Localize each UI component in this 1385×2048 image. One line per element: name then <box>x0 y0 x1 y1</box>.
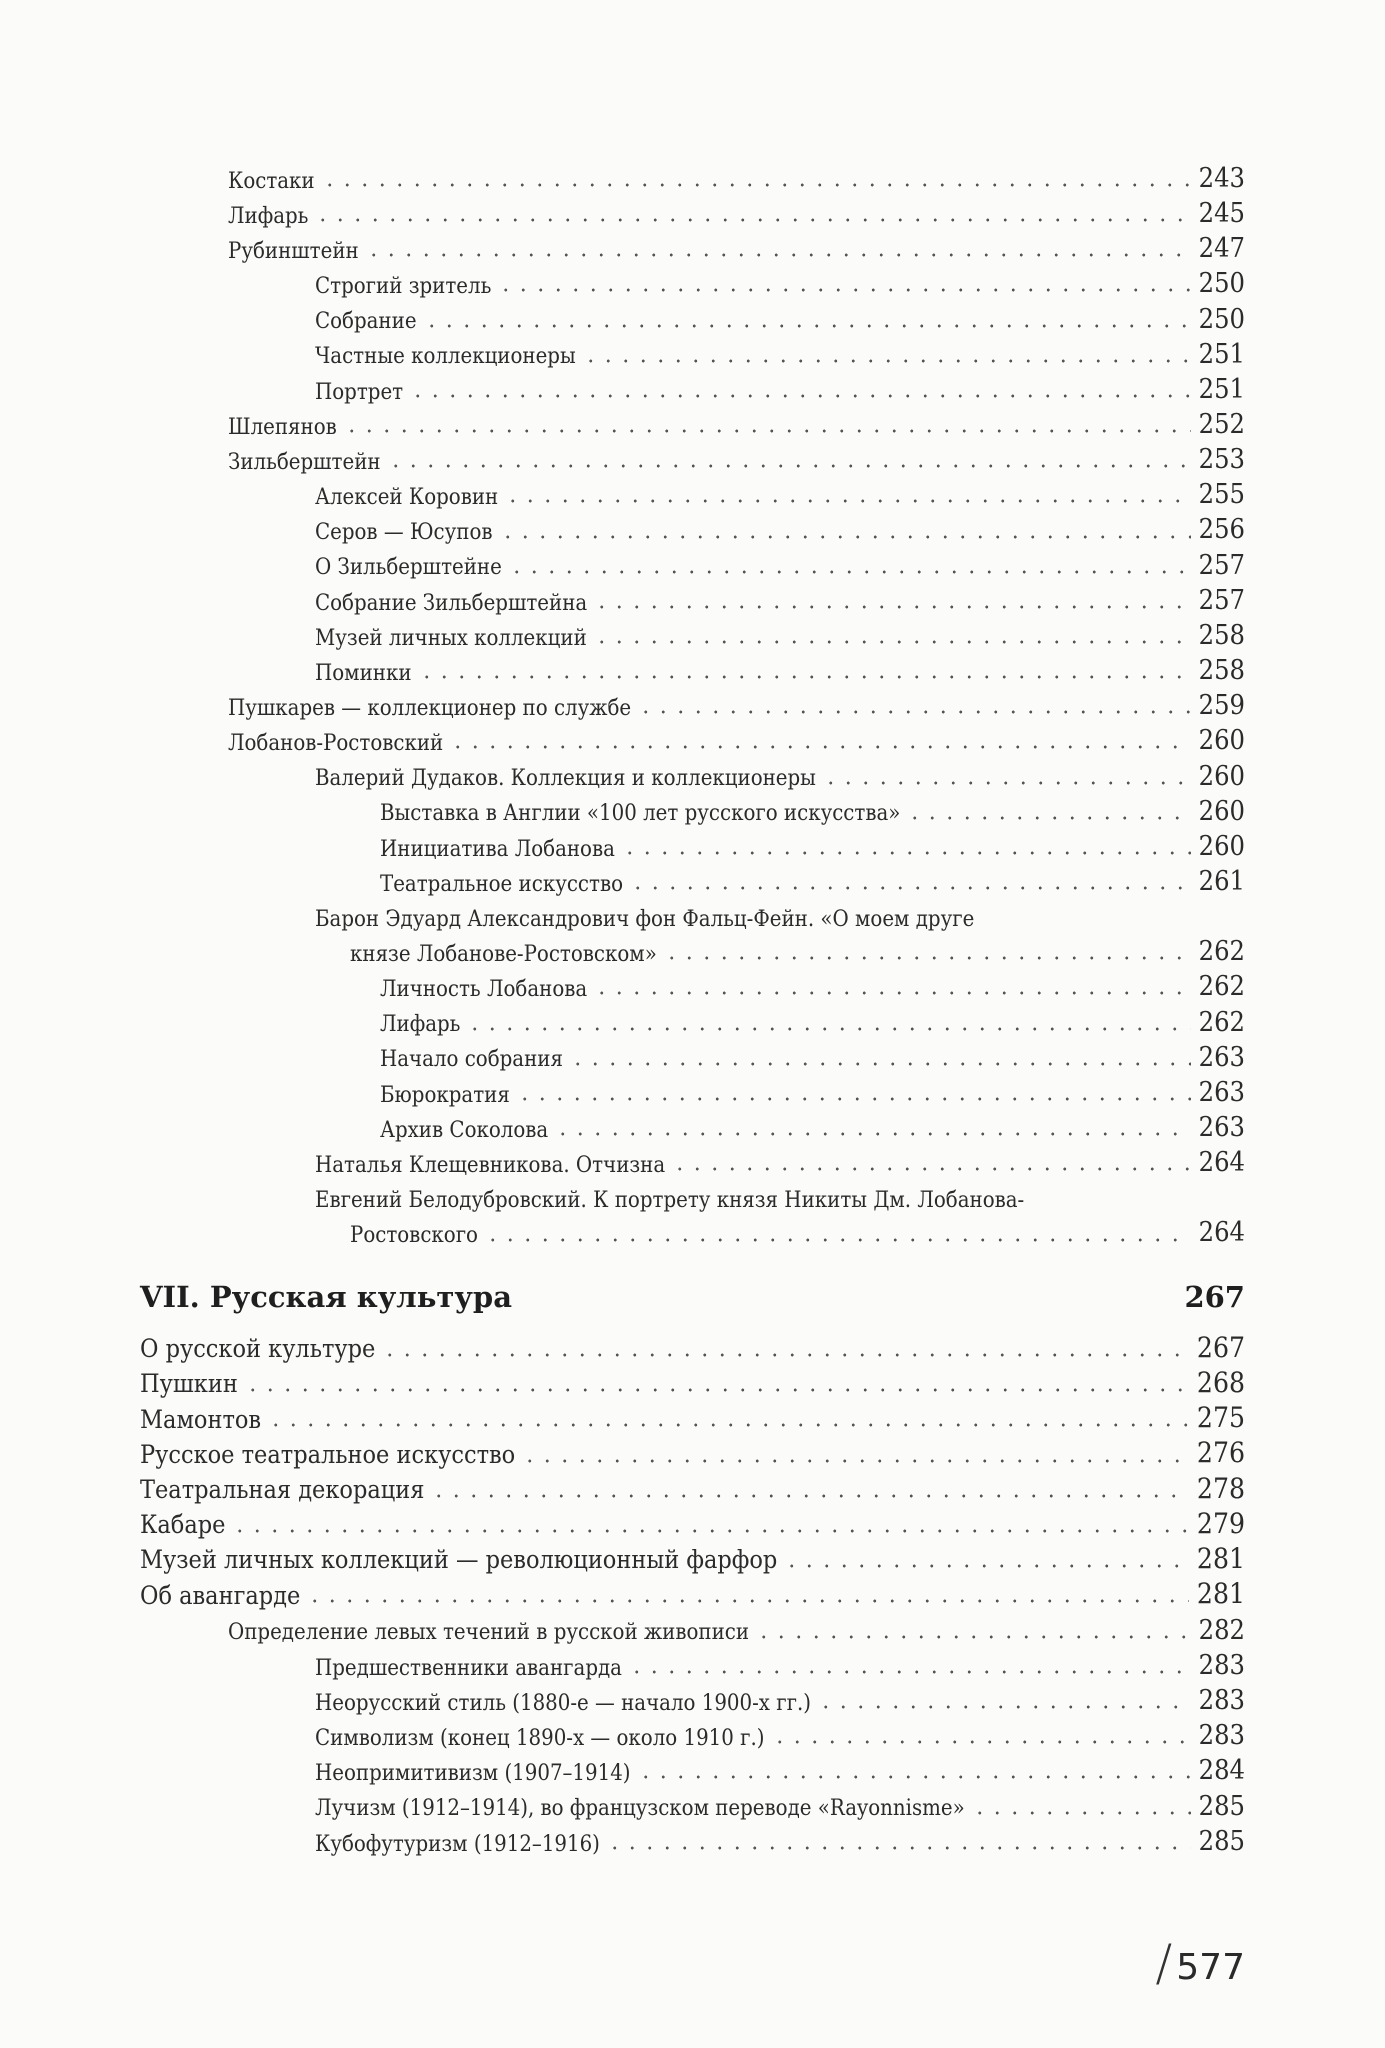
toc-entry <box>315 371 1245 405</box>
toc-entry-title: Серов — Юсупов <box>315 520 493 546</box>
dot-leader <box>343 428 1191 434</box>
toc-entry-page: 257 <box>1198 584 1245 616</box>
toc-entry-page: 253 <box>1198 444 1245 476</box>
toc-entry <box>228 441 1245 475</box>
dot-leader <box>817 1704 1191 1710</box>
toc-entry-page: 264 <box>1198 1147 1245 1179</box>
dot-leader <box>621 850 1191 856</box>
folio-number: 577 <box>1176 1947 1245 1988</box>
dot-leader <box>971 1810 1191 1816</box>
dot-leader <box>365 252 1191 258</box>
toc-entry-title: Инициатива Лобанова <box>380 836 615 862</box>
toc-entry <box>315 617 1245 651</box>
toc-entry-title: Шлепянов <box>228 414 337 440</box>
toc-entry-page: 262 <box>1198 1006 1245 1038</box>
dot-leader <box>906 815 1190 821</box>
toc-entry-page: 243 <box>1198 162 1245 194</box>
toc-entry-page: 250 <box>1198 268 1245 300</box>
toc-entry-page: 282 <box>1198 1614 1245 1646</box>
dot-leader <box>629 885 1191 891</box>
dot-leader <box>637 709 1191 715</box>
dot-leader <box>504 498 1190 504</box>
toc-entry <box>315 1144 1245 1178</box>
toc-entry-page: 263 <box>1198 1076 1245 1108</box>
toc-entry-title: Неопримитивизм (1907–1914) <box>315 1761 631 1787</box>
dot-leader <box>771 1739 1191 1745</box>
toc-entry-page: 268 <box>1196 1366 1245 1399</box>
toc-entry-title: Символизм (конец 1890-х — около 1910 г.) <box>315 1725 765 1751</box>
toc-entry <box>315 547 1245 581</box>
dot-leader <box>497 287 1190 293</box>
toc-entry <box>350 933 1245 967</box>
dot-leader <box>593 990 1190 996</box>
dot-leader <box>569 1061 1191 1067</box>
dot-leader <box>606 1845 1191 1851</box>
toc-entry-page: 250 <box>1198 303 1245 335</box>
toc-entry-page: 251 <box>1198 373 1245 405</box>
toc-entry-title: князе Лобанове-Ростовском» <box>350 942 657 967</box>
toc-entry-page: 255 <box>1198 479 1245 511</box>
toc-entry-title: Бюрократия <box>380 1082 510 1108</box>
toc-entry <box>380 1109 1245 1143</box>
toc-entry-page: 251 <box>1198 338 1245 370</box>
toc-entry <box>228 687 1245 721</box>
toc-entry-page: 281 <box>1196 1577 1245 1611</box>
toc-entry <box>228 406 1245 440</box>
toc-entry-title: Предшественники авангарда <box>315 1655 622 1681</box>
toc-entry <box>315 1682 1245 1716</box>
dot-leader <box>516 1096 1191 1102</box>
toc-entry <box>380 793 1245 827</box>
toc-entry-page: 262 <box>1198 971 1245 1003</box>
toc-entry-page: 247 <box>1198 233 1245 265</box>
dot-leader <box>387 463 1191 469</box>
toc-entry-page: 261 <box>1198 865 1245 897</box>
dot-leader <box>466 1026 1190 1032</box>
dot-leader <box>783 1563 1189 1569</box>
toc-entry <box>315 1752 1245 1786</box>
chapter-page-number: 267 <box>1184 1280 1245 1314</box>
dot-leader <box>499 534 1191 540</box>
toc-entry-title: Определение левых течений в русской живописи <box>228 1620 750 1646</box>
toc-entry-page: 263 <box>1198 1112 1245 1143</box>
toc-entry-title: Театральное искусство <box>380 871 624 897</box>
dot-leader <box>244 1387 1189 1393</box>
toc-entry <box>140 1400 1245 1434</box>
toc-entry-title: Музей личных коллекций — революционный фарфор <box>140 1545 778 1575</box>
toc-entry-title: Строгий зритель <box>315 274 492 300</box>
toc-entry-page: 258 <box>1198 619 1245 651</box>
toc-entry <box>315 898 1245 932</box>
toc-entry <box>315 1717 1245 1751</box>
toc-entry-title: Пушкарев — коллекционер по службе <box>228 695 632 721</box>
dot-leader <box>593 604 1190 610</box>
toc-entry <box>140 1576 1245 1610</box>
toc-entry-page: 252 <box>1198 409 1245 440</box>
toc-entry-page: 256 <box>1198 514 1245 546</box>
dot-leader <box>423 323 1191 329</box>
toc-entry <box>315 1647 1245 1681</box>
dot-leader <box>409 393 1191 399</box>
toc-entry-page: 278 <box>1196 1471 1245 1505</box>
toc-entry-title: Лучизм (1912–1914), во французском переводе «Rayonnisme» <box>315 1796 965 1822</box>
toc-entry-page: 275 <box>1196 1401 1245 1435</box>
toc-entry-title: Ростовского <box>350 1223 478 1249</box>
toc-entry <box>228 1612 1245 1646</box>
toc-entry-title: Частные коллекционеры <box>315 344 576 370</box>
toc-entry-title: Лифарь <box>228 203 309 229</box>
toc-entry <box>315 512 1245 546</box>
toc-entry-title: Личность Лобанова <box>380 977 588 1003</box>
toc-entry-title: Русское театральное искусство <box>140 1439 516 1469</box>
toc-entry <box>140 1436 1245 1470</box>
toc-entry-page: 281 <box>1196 1542 1245 1575</box>
dot-leader <box>582 358 1191 364</box>
toc-entry-title: Наталья Клещевникова. Отчизна <box>315 1152 666 1178</box>
toc-entry-page: 260 <box>1198 760 1245 792</box>
toc-entry-page: 267 <box>1196 1330 1245 1364</box>
dot-leader <box>521 1458 1189 1464</box>
toc-entry <box>140 1365 1245 1399</box>
toc-entry-page: 260 <box>1198 725 1245 757</box>
toc-entry-page: 283 <box>1198 1720 1245 1752</box>
toc-entry-title: Неорусский стиль (1880-е — начало 1900-х гг.) <box>315 1690 811 1716</box>
toc-entry <box>140 1330 1245 1364</box>
toc-entry-page: 262 <box>1198 936 1245 968</box>
dot-leader <box>314 217 1190 223</box>
toc-entry <box>315 476 1245 510</box>
toc-entry <box>315 652 1245 686</box>
toc-entry <box>315 1788 1245 1822</box>
toc-entry-title: О русской культуре <box>140 1334 376 1364</box>
toc-entry <box>315 1823 1245 1857</box>
toc-entry-title: Алексей Коровин <box>315 485 499 511</box>
toc-entry-title: О Зильберштейне <box>315 555 502 581</box>
toc-entry-page: 276 <box>1196 1436 1245 1470</box>
toc-entry-title: Лобанов-Ростовский <box>228 731 444 757</box>
toc-entry-title: Выставка в Англии «100 лет русского искусства» <box>380 801 901 827</box>
toc-entry <box>315 301 1245 335</box>
toc-entry-title: Портрет <box>315 379 404 405</box>
toc-entry <box>380 968 1245 1002</box>
toc-entry <box>228 230 1245 264</box>
toc-entry-title: Музей личных коллекций <box>315 625 587 651</box>
dot-leader <box>231 1528 1188 1534</box>
folio-slash-icon: / <box>1155 1934 1173 1992</box>
toc-entry-page: 285 <box>1198 1790 1245 1822</box>
toc-entry-page: 263 <box>1198 1041 1245 1073</box>
toc-entry <box>315 265 1245 299</box>
dot-leader <box>484 1237 1191 1243</box>
toc-entry-title: Начало собрания <box>380 1047 563 1073</box>
toc-entry-page: 284 <box>1198 1755 1245 1787</box>
toc-entry-title: Мамонтов <box>140 1404 262 1434</box>
chapter-title: VII. Русская культура <box>140 1280 513 1314</box>
toc-entry <box>350 1215 1245 1249</box>
dot-leader <box>381 1352 1189 1358</box>
toc-entry-page: 285 <box>1198 1825 1245 1857</box>
toc-entry <box>315 1179 1245 1213</box>
dot-leader <box>321 182 1191 188</box>
toc-entry-title: Зильберштейн <box>228 449 381 475</box>
dot-leader <box>418 674 1191 680</box>
dot-leader <box>755 1634 1191 1640</box>
toc-entry-title: Собрание <box>315 309 417 335</box>
dot-leader <box>306 1598 1189 1604</box>
toc-entry-page: 258 <box>1198 655 1245 687</box>
toc-entry-page: 283 <box>1198 1649 1245 1681</box>
dot-leader <box>267 1422 1189 1428</box>
toc-entry-page: 279 <box>1196 1506 1245 1540</box>
toc-entry-title: Костаки <box>228 168 315 194</box>
toc-entry <box>380 1004 1245 1038</box>
toc-entry-title: Лифарь <box>380 1012 461 1038</box>
toc-entry <box>380 1039 1245 1073</box>
dot-leader <box>637 1774 1191 1780</box>
toc-entry-title: Поминки <box>315 660 412 686</box>
dot-leader <box>628 1669 1191 1675</box>
toc-entry-page: 245 <box>1198 198 1245 230</box>
dot-leader <box>593 639 1191 645</box>
dot-leader <box>554 1131 1190 1137</box>
dot-leader <box>508 569 1191 575</box>
dot-leader <box>449 744 1190 750</box>
dot-leader <box>671 1166 1190 1172</box>
toc-entry-title: Кабаре <box>140 1510 226 1540</box>
toc-entry <box>140 1506 1245 1540</box>
toc-entry-title: Театральная декорация <box>140 1475 425 1505</box>
toc-entry <box>228 722 1245 756</box>
toc-entry-title: Валерий Дудаков. Коллекция и коллекционеры <box>315 766 816 792</box>
chapter-heading <box>140 1274 1245 1314</box>
toc-entry-title: Архив Соколова <box>380 1117 549 1143</box>
toc-entry <box>140 1541 1245 1575</box>
toc-entry-title: Собрание Зильберштейна <box>315 590 588 616</box>
toc-entry-page: 259 <box>1198 690 1245 722</box>
toc-entry-title: Кубофутуризм (1912–1916) <box>315 1831 600 1857</box>
toc-entry-title: Об авангарде <box>140 1580 301 1610</box>
toc-entry <box>315 582 1245 616</box>
dot-leader <box>822 780 1191 786</box>
toc-entry <box>140 1471 1245 1505</box>
toc-entry-title: Барон Эдуард Александрович фон Фальц-Фейн. «О моем друге <box>315 906 975 932</box>
dot-leader <box>430 1493 1189 1499</box>
toc-entry <box>315 336 1245 370</box>
toc-entry <box>380 863 1245 897</box>
toc-entry-page: 260 <box>1198 795 1245 827</box>
toc-entry-page: 264 <box>1198 1217 1245 1249</box>
toc-entry-page: 260 <box>1198 830 1245 862</box>
toc-entry <box>228 195 1245 229</box>
toc-entry <box>315 758 1245 792</box>
toc-entry-title: Пушкин <box>140 1369 238 1399</box>
toc-entry <box>228 160 1245 194</box>
dot-leader <box>663 955 1191 961</box>
toc-entry <box>380 828 1245 862</box>
toc-entry-title: Евгений Белодубровский. К портрету князя Никиты Дм. Лобанова- <box>315 1188 1025 1214</box>
toc-entry-page: 283 <box>1198 1684 1245 1716</box>
toc-entry-title: Рубинштейн <box>228 239 359 264</box>
toc-entry-page: 257 <box>1198 549 1245 581</box>
toc-entry <box>380 1074 1245 1108</box>
page-folio <box>1155 1934 1245 1992</box>
